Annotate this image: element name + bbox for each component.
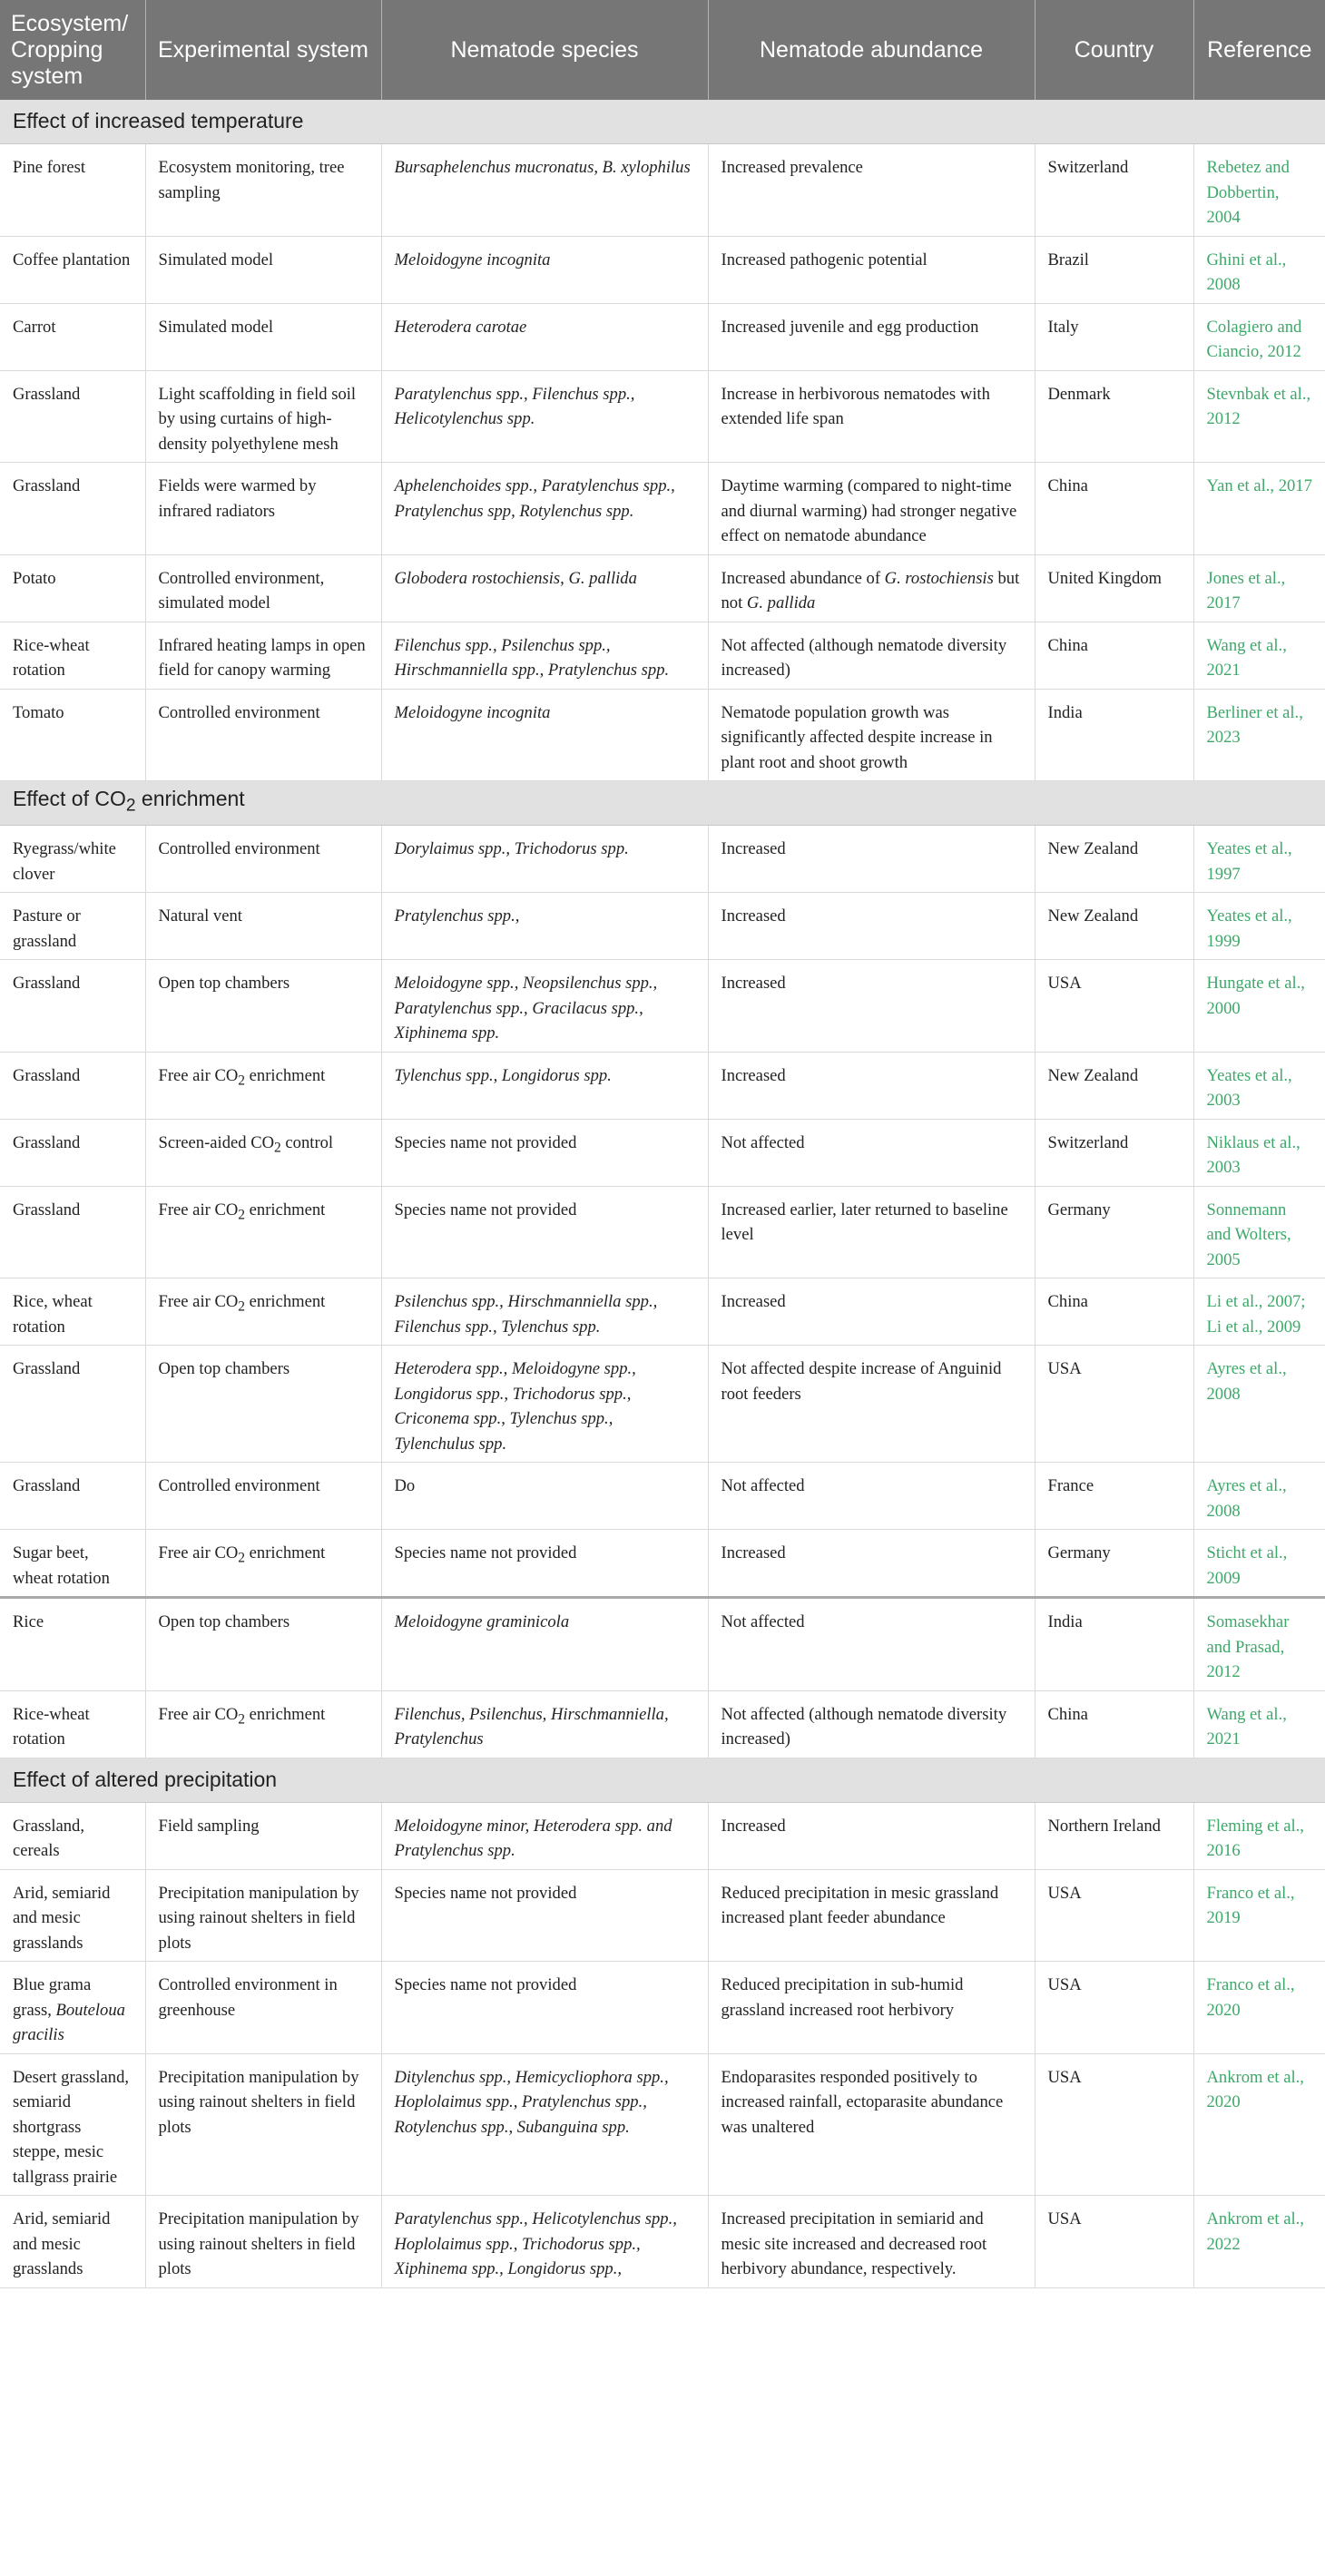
cell-country: USA [1035, 1869, 1193, 1962]
text-part: Free air CO [158, 1065, 239, 1085]
cell-experimental-system [145, 1186, 381, 1278]
cell-nematode-species: Meloidogyne spp., Neopsilenchus spp., Paratylenchus spp., Gracilacus spp., Xiphinema spp. [381, 960, 708, 1053]
reference-link[interactable]: Rebetez and Dobbertin, 2004 [1193, 144, 1325, 237]
cell-experimental-system: Field sampling [145, 1802, 381, 1869]
reference-link[interactable]: Ankrom et al., 2020 [1193, 2053, 1325, 2196]
reference-link[interactable]: Franco et al., 2019 [1193, 1869, 1325, 1962]
header-country: Country [1035, 0, 1193, 100]
cell-nematode-abundance: Increased [708, 1052, 1035, 1119]
table-row [0, 689, 1325, 781]
reference-link[interactable]: Somasekhar and Prasad, 2012 [1193, 1598, 1325, 1691]
table-row [0, 1278, 1325, 1346]
table-row [0, 1869, 1325, 1962]
cell-experimental-system: Controlled environment [145, 826, 381, 893]
table-row [0, 2196, 1325, 2288]
cell-nematode-abundance: Increased [708, 960, 1035, 1053]
subscript: 2 [238, 1073, 246, 1089]
table-row [0, 1598, 1325, 1691]
reference-link[interactable]: Berliner et al., 2023 [1193, 689, 1325, 781]
cell-experimental-system: Natural vent [145, 893, 381, 960]
cell-country: Germany [1035, 1186, 1193, 1278]
table-row [0, 554, 1325, 622]
text-part: Effect of CO [13, 787, 126, 811]
cell-country: Switzerland [1035, 1119, 1193, 1186]
cell-nematode-abundance: Not affected [708, 1598, 1035, 1691]
section-row [0, 100, 1325, 144]
text-part: control [280, 1132, 334, 1152]
cell-ecosystem: Ryegrass/white clover [0, 826, 145, 893]
cell-experimental-system: Open top chambers [145, 1346, 381, 1463]
table-row [0, 622, 1325, 689]
text-part: enrichment [245, 1543, 326, 1562]
header-reference: Reference [1193, 0, 1325, 100]
cell-nematode-abundance: Not affected [708, 1119, 1035, 1186]
cell-nematode-abundance: Not affected despite increase of Anguinid root feeders [708, 1346, 1035, 1463]
text-part: G. pallida [746, 593, 816, 612]
cell-experimental-system: Infrared heating lamps in open field for canopy warming [145, 622, 381, 689]
reference-link[interactable]: Sonnemann and Wolters, 2005 [1193, 1186, 1325, 1278]
cell-nematode-species: Heterodera spp., Meloidogyne spp., Longidorus spp., Trichodorus spp., Criconema spp., Tylenchus spp., Tylenchulus spp. [381, 1346, 708, 1463]
cell-experimental-system: Controlled environment in greenhouse [145, 1962, 381, 2054]
cell-ecosystem: Desert grassland, semiarid shortgrass steppe, mesic tallgrass prairie [0, 2053, 145, 2196]
cell-ecosystem: Grassland [0, 370, 145, 463]
cell-ecosystem: Grassland [0, 463, 145, 555]
cell-experimental-system [145, 1530, 381, 1598]
cell-nematode-species: Filenchus spp., Psilenchus spp., Hirschmanniella spp., Pratylenchus spp. [381, 622, 708, 689]
cell-country: China [1035, 622, 1193, 689]
cell-ecosystem: Sugar beet, wheat rotation [0, 1530, 145, 1598]
reference-link[interactable]: Hungate et al., 2000 [1193, 960, 1325, 1053]
text-part: Increased abundance of [721, 568, 885, 588]
cell-country: Germany [1035, 1530, 1193, 1598]
cell-nematode-species: Paratylenchus spp., Helicotylenchus spp., Hoplolaimus spp., Trichodorus spp., Xiphinema spp., Longidorus spp., [381, 2196, 708, 2288]
cell-experimental-system [145, 1690, 381, 1758]
cell-country: Denmark [1035, 370, 1193, 463]
cell-experimental-system: Light scaffolding in field soil by using curtains of high-density polyethylene mesh [145, 370, 381, 463]
table-row [0, 893, 1325, 960]
cell-nematode-species: Species name not provided [381, 1186, 708, 1278]
table-header [0, 0, 1325, 100]
cell-ecosystem: Grassland [0, 960, 145, 1053]
cell-ecosystem: Coffee plantation [0, 236, 145, 303]
reference-link[interactable]: Franco et al., 2020 [1193, 1962, 1325, 2054]
reference-link[interactable]: Wang et al., 2021 [1193, 622, 1325, 689]
cell-experimental-system [145, 1119, 381, 1186]
cell-nematode-species: Tylenchus spp., Longidorus spp. [381, 1052, 708, 1119]
subscript: 2 [238, 1550, 246, 1566]
cell-country: China [1035, 1278, 1193, 1346]
cell-experimental-system [145, 1278, 381, 1346]
text-part: Blue grama grass, [13, 1975, 92, 2020]
reference-link[interactable]: Yeates et al., 1999 [1193, 893, 1325, 960]
cell-nematode-species: Bursaphelenchus mucronatus, B. xylophilus [381, 144, 708, 237]
reference-link[interactable]: Niklaus et al., 2003 [1193, 1119, 1325, 1186]
cell-country: USA [1035, 2053, 1193, 2196]
reference-link[interactable]: Wang et al., 2021 [1193, 1690, 1325, 1758]
cell-experimental-system: Simulated model [145, 236, 381, 303]
cell-nematode-abundance: Increased prevalence [708, 144, 1035, 237]
cell-nematode-abundance [708, 554, 1035, 622]
table-row [0, 370, 1325, 463]
cell-ecosystem: Arid, semiarid and mesic grasslands [0, 2196, 145, 2288]
header-ecosystem: Ecosystem/ Cropping system [0, 0, 145, 100]
reference-link[interactable]: Fleming et al., 2016 [1193, 1802, 1325, 1869]
cell-nematode-abundance: Not affected (although nematode diversity increased) [708, 622, 1035, 689]
cell-nematode-abundance: Increased precipitation in semiarid and mesic site increased and decreased root herbivory abundance, respectively. [708, 2196, 1035, 2288]
cell-nematode-species: Species name not provided [381, 1869, 708, 1962]
cell-country: USA [1035, 2196, 1193, 2288]
reference-link[interactable]: Ghini et al., 2008 [1193, 236, 1325, 303]
cell-experimental-system: Open top chambers [145, 1598, 381, 1691]
cell-nematode-abundance: Increased juvenile and egg production [708, 303, 1035, 370]
table-row [0, 1119, 1325, 1186]
cell-country: New Zealand [1035, 1052, 1193, 1119]
section-row [0, 781, 1325, 826]
cell-ecosystem: Arid, semiarid and mesic grasslands [0, 1869, 145, 1962]
cell-nematode-abundance: Not affected [708, 1463, 1035, 1530]
reference-link[interactable]: Ayres et al., 2008 [1193, 1463, 1325, 1530]
reference-link[interactable]: Yeates et al., 1997 [1193, 826, 1325, 893]
cell-experimental-system: Controlled environment, simulated model [145, 554, 381, 622]
table-body [0, 100, 1325, 2287]
text-part: but not [721, 568, 1020, 612]
cell-ecosystem: Rice [0, 1598, 145, 1691]
table-row [0, 1463, 1325, 1530]
cell-nematode-species: Psilenchus spp., Hirschmanniella spp., Filenchus spp., Tylenchus spp. [381, 1278, 708, 1346]
cell-experimental-system: Fields were warmed by infrared radiators [145, 463, 381, 555]
cell-country: New Zealand [1035, 893, 1193, 960]
reference-link[interactable]: Ayres et al., 2008 [1193, 1346, 1325, 1463]
table-row [0, 826, 1325, 893]
cell-ecosystem: Rice-wheat rotation [0, 622, 145, 689]
cell-country: USA [1035, 960, 1193, 1053]
cell-experimental-system: Simulated model [145, 303, 381, 370]
cell-experimental-system [145, 1052, 381, 1119]
cell-nematode-species: Heterodera carotae [381, 303, 708, 370]
reference-link[interactable]: Sticht et al., 2009 [1193, 1530, 1325, 1598]
cell-nematode-abundance: Increased [708, 1278, 1035, 1346]
cell-nematode-species: Globodera rostochiensis, G. pallida [381, 554, 708, 622]
cell-nematode-abundance: Increased pathogenic potential [708, 236, 1035, 303]
cell-ecosystem: Rice-wheat rotation [0, 1690, 145, 1758]
cell-nematode-species: Meloidogyne incognita [381, 236, 708, 303]
reference-link[interactable]: Yan et al., 2017 [1193, 463, 1325, 555]
cell-experimental-system: Ecosystem monitoring, tree sampling [145, 144, 381, 237]
table-row [0, 1186, 1325, 1278]
cell-ecosystem: Pine forest [0, 144, 145, 237]
cell-nematode-abundance: Reduced precipitation in sub-humid grassland increased root herbivory [708, 1962, 1035, 2054]
text-part: Free air CO [158, 1543, 239, 1562]
cell-nematode-species: Species name not provided [381, 1530, 708, 1598]
cell-country: Northern Ireland [1035, 1802, 1193, 1869]
cell-country: Switzerland [1035, 144, 1193, 237]
cell-country: New Zealand [1035, 826, 1193, 893]
subscript: 2 [238, 1298, 246, 1315]
cell-country: USA [1035, 1346, 1193, 1463]
cell-nematode-species: Filenchus, Psilenchus, Hirschmanniella, Pratylenchus [381, 1690, 708, 1758]
cell-nematode-species: Paratylenchus spp., Filenchus spp., Helicotylenchus spp. [381, 370, 708, 463]
reference-link[interactable]: Yeates et al., 2003 [1193, 1052, 1325, 1119]
reference-link[interactable]: Li et al., 2007; Li et al., 2009 [1193, 1278, 1325, 1346]
cell-experimental-system: Open top chambers [145, 960, 381, 1053]
subscript: 2 [238, 1711, 246, 1728]
cell-ecosystem: Grassland [0, 1052, 145, 1119]
cell-nematode-abundance: Increased earlier, later returned to baseline level [708, 1186, 1035, 1278]
cell-ecosystem [0, 1962, 145, 2054]
cell-country: Italy [1035, 303, 1193, 370]
text-part: G. rostochiensis [884, 568, 994, 588]
cell-country: India [1035, 689, 1193, 781]
cell-ecosystem: Grassland [0, 1346, 145, 1463]
cell-experimental-system: Controlled environment [145, 1463, 381, 1530]
table-row [0, 2053, 1325, 2196]
cell-country: France [1035, 1463, 1193, 1530]
text-part: enrichment [245, 1704, 326, 1724]
cell-nematode-species: Meloidogyne graminicola [381, 1598, 708, 1691]
cell-ecosystem: Carrot [0, 303, 145, 370]
table-row [0, 1052, 1325, 1119]
cell-nematode-abundance: Increased [708, 826, 1035, 893]
cell-nematode-abundance: Increased [708, 893, 1035, 960]
cell-nematode-species: Ditylenchus spp., Hemicycliophora spp., Hoplolaimus spp., Pratylenchus spp., Rotylenchus spp., Subanguina spp. [381, 2053, 708, 2196]
cell-ecosystem: Grassland [0, 1463, 145, 1530]
table-row [0, 236, 1325, 303]
text-part: Free air CO [158, 1704, 239, 1724]
cell-nematode-abundance: Not affected (although nematode diversity increased) [708, 1690, 1035, 1758]
cell-ecosystem: Potato [0, 554, 145, 622]
cell-nematode-species: Pratylenchus spp., [381, 893, 708, 960]
header-row [0, 0, 1325, 100]
cell-experimental-system: Precipitation manipulation by using rainout shelters in field plots [145, 2053, 381, 2196]
cell-nematode-abundance: Increased [708, 1802, 1035, 1869]
cell-nematode-abundance: Daytime warming (compared to night-time and diurnal warming) had stronger negative effect on nematode abundance [708, 463, 1035, 555]
cell-nematode-abundance: Increased [708, 1530, 1035, 1598]
reference-link[interactable]: Colagiero and Ciancio, 2012 [1193, 303, 1325, 370]
subscript: 2 [238, 1207, 246, 1223]
cell-country: China [1035, 1690, 1193, 1758]
cell-nematode-species: Meloidogyne minor, Heterodera spp. and Pratylenchus spp. [381, 1802, 708, 1869]
text-part: enrichment [135, 787, 245, 811]
section-title: Effect of increased temperature [0, 100, 1325, 144]
cell-country: Brazil [1035, 236, 1193, 303]
table-row [0, 1802, 1325, 1869]
cell-nematode-species: Species name not provided [381, 1119, 708, 1186]
subscript: 2 [274, 1140, 281, 1156]
reference-link[interactable]: Jones et al., 2017 [1193, 554, 1325, 622]
cell-ecosystem: Tomato [0, 689, 145, 781]
table-row [0, 1346, 1325, 1463]
table-row [0, 463, 1325, 555]
header-experimental-system: Experimental system [145, 0, 381, 100]
cell-country: United Kingdom [1035, 554, 1193, 622]
cell-country: China [1035, 463, 1193, 555]
reference-link[interactable]: Stevnbak et al., 2012 [1193, 370, 1325, 463]
cell-ecosystem: Grassland [0, 1119, 145, 1186]
cell-nematode-species: Meloidogyne incognita [381, 689, 708, 781]
cell-experimental-system: Controlled environment [145, 689, 381, 781]
cell-ecosystem: Grassland, cereals [0, 1802, 145, 1869]
cell-experimental-system: Precipitation manipulation by using rainout shelters in field plots [145, 2196, 381, 2288]
section-title [0, 781, 1325, 826]
text-part: Free air CO [158, 1200, 239, 1219]
table-row [0, 144, 1325, 237]
cell-country: USA [1035, 1962, 1193, 2054]
table-row [0, 303, 1325, 370]
section-title: Effect of altered precipitation [0, 1758, 1325, 1802]
table-row [0, 960, 1325, 1053]
reference-link[interactable]: Ankrom et al., 2022 [1193, 2196, 1325, 2288]
cell-nematode-species: Aphelenchoides spp., Paratylenchus spp., Pratylenchus spp, Rotylenchus spp. [381, 463, 708, 555]
header-nematode-species: Nematode species [381, 0, 708, 100]
text-part: enrichment [245, 1065, 326, 1085]
cell-ecosystem: Grassland [0, 1186, 145, 1278]
cell-nematode-species: Species name not provided [381, 1962, 708, 2054]
cell-nematode-abundance: Endoparasites responded positively to increased rainfall, ectoparasite abundance was unaltered [708, 2053, 1035, 2196]
text-part: enrichment [245, 1292, 326, 1311]
cell-nematode-species: Dorylaimus spp., Trichodorus spp. [381, 826, 708, 893]
cell-ecosystem: Rice, wheat rotation [0, 1278, 145, 1346]
table-row [0, 1690, 1325, 1758]
header-nematode-abundance: Nematode abundance [708, 0, 1035, 100]
text-part: Screen-aided CO [158, 1132, 275, 1152]
cell-experimental-system: Precipitation manipulation by using rainout shelters in field plots [145, 1869, 381, 1962]
cell-ecosystem: Pasture or grassland [0, 893, 145, 960]
cell-nematode-abundance: Increase in herbivorous nematodes with extended life span [708, 370, 1035, 463]
cell-nematode-abundance: Reduced precipitation in mesic grassland increased plant feeder abundance [708, 1869, 1035, 1962]
cell-nematode-species: Do [381, 1463, 708, 1530]
text-part: Free air CO [158, 1292, 239, 1311]
table-row [0, 1962, 1325, 2054]
text-part: enrichment [245, 1200, 326, 1219]
cell-nematode-abundance: Nematode population growth was significantly affected despite increase in plant root and shoot growth [708, 689, 1035, 781]
text-part: Bouteloua gracilis [13, 2000, 125, 2044]
section-row [0, 1758, 1325, 1802]
subscript: 2 [125, 797, 136, 817]
table-row [0, 1530, 1325, 1598]
cell-country: India [1035, 1598, 1193, 1691]
